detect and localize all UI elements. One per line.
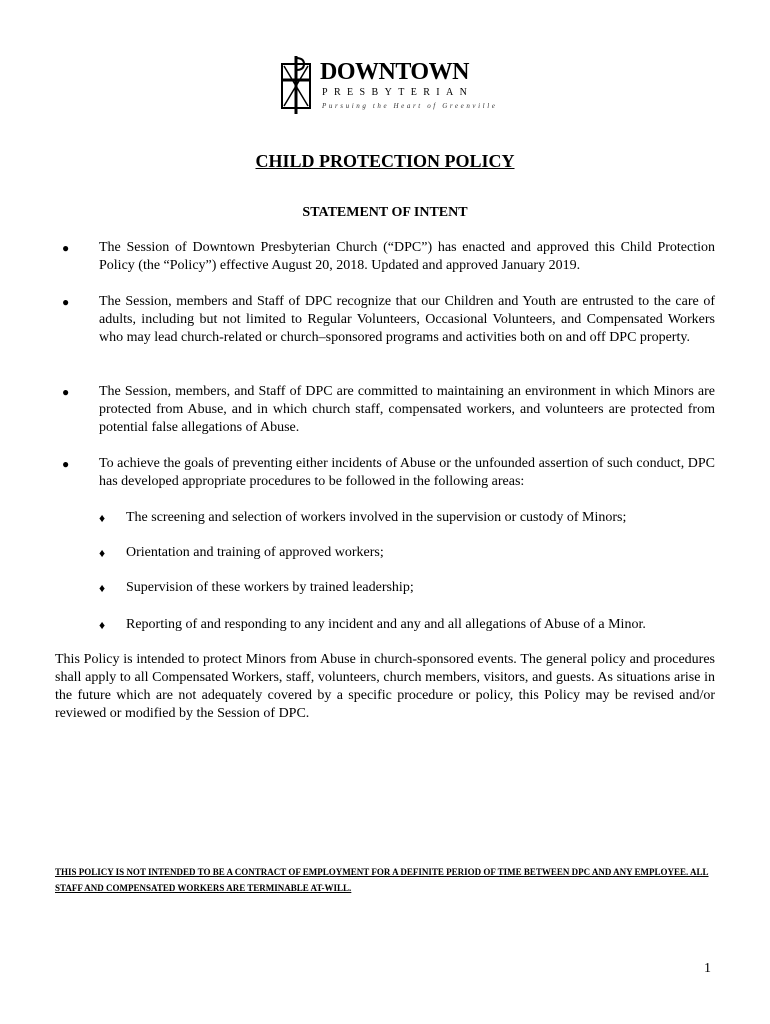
page-number: 1 [704, 961, 711, 976]
procedure-area-3: Supervision of these workers by trained leadership; [126, 580, 414, 595]
bullet-icon: ● [62, 295, 70, 309]
church-logo [280, 56, 500, 116]
procedure-area-1: The screening and selection of workers involved in the supervision or custody of Minors; [126, 510, 627, 525]
procedure-area-4: Reporting of and responding to any incident and any and all allegations of Abuse of a Minor. [126, 617, 646, 632]
logo-tagline: Pursuing the Heart of Greenville [322, 102, 498, 110]
diamond-bullet-icon: ♦ [99, 546, 106, 560]
bullet-icon: ● [62, 241, 70, 255]
bullet-icon: ● [62, 457, 70, 471]
intent-item-4: To achieve the goals of preventing either incidents of Abuse or the unfounded assertion of such conduct, DPC has developed appropriate procedures to be followed in the following areas: [99, 456, 715, 489]
intent-item-2: The Session, members and Staff of DPC recognize that our Children and Youth are entrusted to the care of adults, including but not limited to Regular Volunteers, Occasional Volunteers, and Compensated Workers who may lead church-related or church–sponsored programs and activities both on and off DPC property. [99, 294, 715, 345]
closing-paragraph: This Policy is intended to protect Minors from Abuse in church-sponsored events. The general policy and procedures shall apply to all Compensated Workers, staff, volunteers, church members, visitors, and guests. As situations arise in the future which are not adequately covered by a specific procedure or policy, this Policy may be revised and/or reviewed or modified by the Session of DPC. [55, 652, 715, 721]
procedure-area-2: Orientation and training of approved workers; [126, 545, 384, 560]
logo-subtitle: PRESBYTERIAN [322, 87, 474, 98]
intent-item-1: The Session of Downtown Presbyterian Church (“DPC”) has enacted and approved this Child Protection Policy (the “Policy”) effective August 20, 2018. Updated and approved January 2019. [99, 240, 715, 273]
cross-emblem-icon [280, 56, 312, 114]
diamond-bullet-icon: ♦ [99, 618, 106, 632]
page-title: CHILD PROTECTION POLICY [255, 151, 515, 171]
logo-title: DOWNTOWN [320, 59, 469, 85]
employment-disclaimer: THIS POLICY IS NOT INTENDED TO BE A CONTRACT OF EMPLOYMENT FOR A DEFINITE PERIOD OF TIME BETWEEN DPC AND ANY EMPLOYEE. ALL STAFF AND COMPENSATED WORKERS ARE TERMINABLE AT-WILL. [55, 867, 709, 893]
bullet-icon: ● [62, 385, 70, 399]
diamond-bullet-icon: ♦ [99, 581, 106, 595]
intent-item-3: The Session, members, and Staff of DPC are committed to maintaining an environment in which Minors are protected from Abuse, and in which church staff, compensated workers, and volunteers are protected from potential false allegations of Abuse. [99, 384, 715, 435]
diamond-bullet-icon: ♦ [99, 511, 106, 525]
section-heading: STATEMENT OF INTENT [302, 205, 468, 220]
